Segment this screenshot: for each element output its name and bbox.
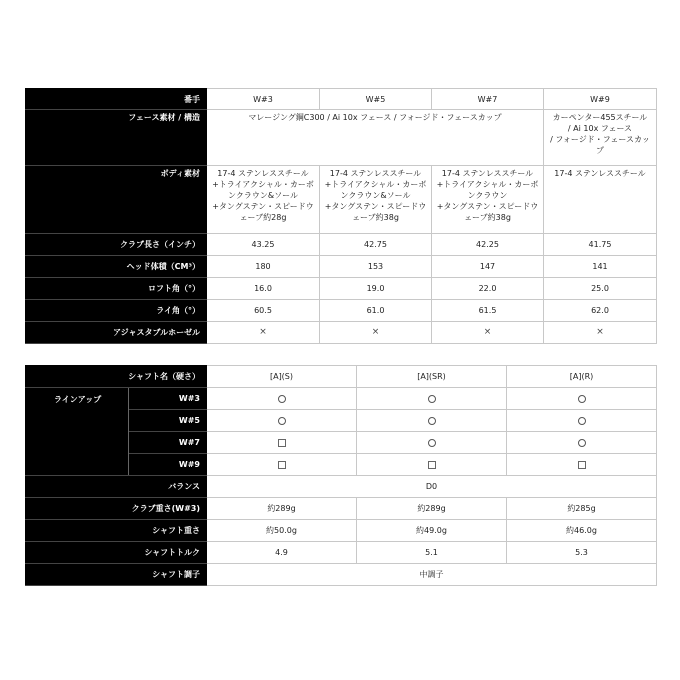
circle-icon	[428, 439, 436, 447]
loft-w3: 16.0	[207, 278, 320, 300]
volume-label: ヘッド体積（CM³）	[26, 256, 207, 278]
loft-w9: 25.0	[544, 278, 657, 300]
torque-r: 5.3	[507, 542, 657, 564]
lineup-w7-s	[207, 432, 357, 454]
lie-w9: 62.0	[544, 300, 657, 322]
shaft-weight-label: シャフト重さ	[26, 520, 207, 542]
square-icon	[278, 461, 286, 469]
spec-table	[25, 88, 657, 344]
lineup-w9-s	[207, 454, 357, 476]
lineup-model-w3: W#3	[129, 388, 207, 410]
loft-w5: 19.0	[320, 278, 432, 300]
club-weight-label: クラブ重さ(W#3)	[26, 498, 207, 520]
shaft-s: [A](S)	[207, 366, 357, 388]
circle-icon	[578, 395, 586, 403]
lineup-w3-s	[207, 388, 357, 410]
shaft-header-label: シャフト名（硬さ）	[26, 366, 207, 388]
shaft-table	[25, 365, 657, 586]
square-icon	[578, 461, 586, 469]
club-weight-s: 約289g	[207, 498, 357, 520]
lineup-w3-sr	[357, 388, 507, 410]
torque-label: シャフトトルク	[26, 542, 207, 564]
length-w3: 43.25	[207, 234, 320, 256]
balance-label: バランス	[26, 476, 207, 498]
volume-w7: 147	[432, 256, 544, 278]
lineup-model-w7: W#7	[129, 432, 207, 454]
lineup-model-w5: W#5	[129, 410, 207, 432]
model-w3: W#3	[207, 89, 320, 110]
shaft-weight-sr: 約49.0g	[357, 520, 507, 542]
model-w5: W#5	[320, 89, 432, 110]
body-material-w5: 17-4 ステンレススチール +トライアクシャル・カーボ ンクラウン&ソール +タングステン・スピードウ ェーブ約38g	[320, 166, 432, 234]
torque-s: 4.9	[207, 542, 357, 564]
club-weight-r: 約285g	[507, 498, 657, 520]
face-material-w9: カーペンター455スチール / Ai 10x フェース / フォージド・フェースカップ	[544, 110, 657, 166]
hosel-w3: ×	[207, 322, 320, 344]
face-material-w3-w7: マレージング鋼C300 / Ai 10x フェース / フォージド・フェースカップ	[207, 110, 544, 166]
length-w9: 41.75	[544, 234, 657, 256]
length-w5: 42.75	[320, 234, 432, 256]
lineup-w5-s	[207, 410, 357, 432]
square-icon	[428, 461, 436, 469]
hosel-w9: ×	[544, 322, 657, 344]
body-material-w9: 17-4 ステンレススチール	[544, 166, 657, 234]
length-w7: 42.25	[432, 234, 544, 256]
kick-point-value: 中調子	[207, 564, 657, 586]
lineup-w5-sr	[357, 410, 507, 432]
circle-icon	[578, 439, 586, 447]
lie-w3: 60.5	[207, 300, 320, 322]
loft-label: ロフト角（°）	[26, 278, 207, 300]
face-label: フェース素材 / 構造	[26, 110, 207, 166]
length-label: クラブ長さ（インチ）	[26, 234, 207, 256]
lineup-w3-r	[507, 388, 657, 410]
lineup-model-w9: W#9	[129, 454, 207, 476]
lineup-w5-r	[507, 410, 657, 432]
shaft-sr: [A](SR)	[357, 366, 507, 388]
hosel-w5: ×	[320, 322, 432, 344]
loft-w7: 22.0	[432, 278, 544, 300]
model-w7: W#7	[432, 89, 544, 110]
balance-value: D0	[207, 476, 657, 498]
circle-icon	[278, 395, 286, 403]
shaft-weight-s: 約50.0g	[207, 520, 357, 542]
header-label: 番手	[26, 89, 207, 110]
volume-w3: 180	[207, 256, 320, 278]
body-material-w3: 17-4 ステンレススチール +トライアクシャル・カーボ ンクラウン&ソール +タングステン・スピードウ ェーブ約28g	[207, 166, 320, 234]
hosel-label: アジャスタブルホーゼル	[26, 322, 207, 344]
square-icon	[278, 439, 286, 447]
circle-icon	[428, 417, 436, 425]
lie-w7: 61.5	[432, 300, 544, 322]
lineup-label: ラインアップ	[26, 388, 129, 476]
lie-w5: 61.0	[320, 300, 432, 322]
club-weight-sr: 約289g	[357, 498, 507, 520]
body-label: ボディ素材	[26, 166, 207, 234]
body-material-w7: 17-4 ステンレススチール +トライアクシャル・カーボ ンクラウン +タングステン・スピードウ ェーブ約38g	[432, 166, 544, 234]
hosel-w7: ×	[432, 322, 544, 344]
lineup-w7-sr	[357, 432, 507, 454]
shaft-weight-r: 約46.0g	[507, 520, 657, 542]
torque-sr: 5.1	[357, 542, 507, 564]
kick-point-label: シャフト調子	[26, 564, 207, 586]
lie-label: ライ角（°）	[26, 300, 207, 322]
lineup-w7-r	[507, 432, 657, 454]
circle-icon	[428, 395, 436, 403]
lineup-w9-r	[507, 454, 657, 476]
model-w9: W#9	[544, 89, 657, 110]
volume-w5: 153	[320, 256, 432, 278]
shaft-r: [A](R)	[507, 366, 657, 388]
circle-icon	[278, 417, 286, 425]
lineup-w9-sr	[357, 454, 507, 476]
circle-icon	[578, 417, 586, 425]
volume-w9: 141	[544, 256, 657, 278]
